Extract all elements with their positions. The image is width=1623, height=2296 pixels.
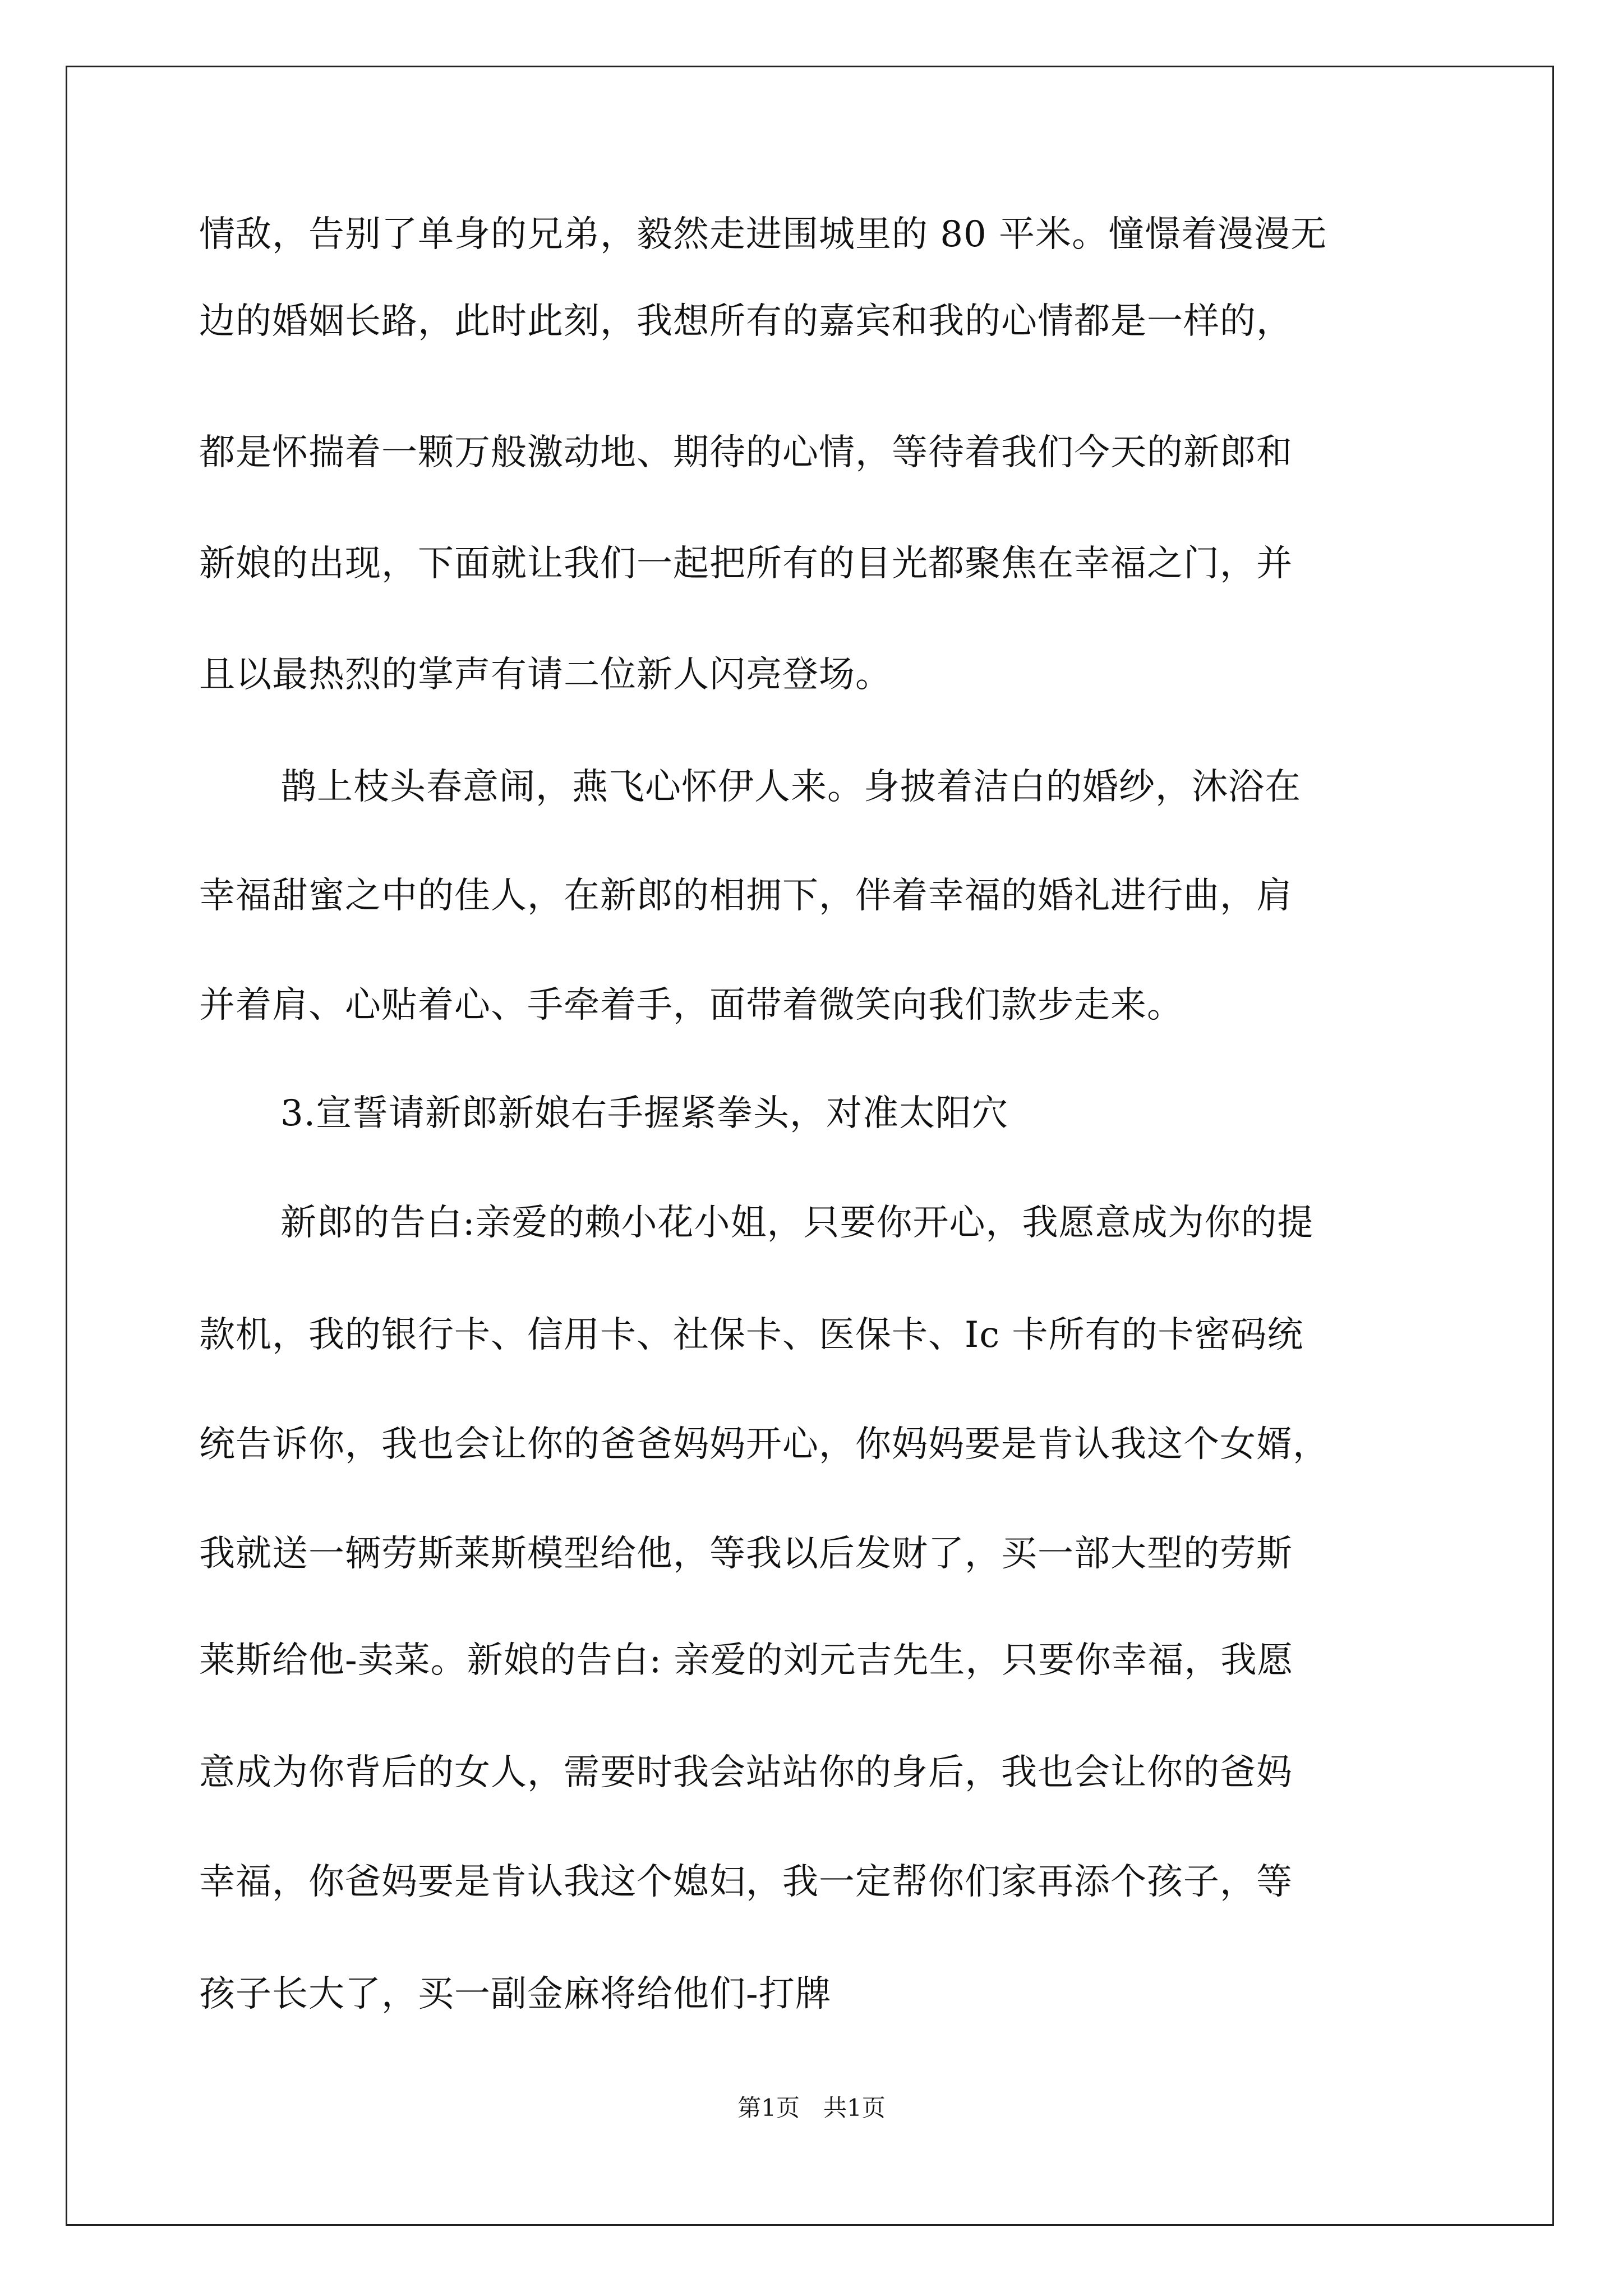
text-line: 情敌，告别了单身的兄弟，毅然走进围城里的 80 平米。憧憬着漫漫无 [199, 214, 1327, 255]
text-line: 莱斯给他-卖菜。新娘的告白: 亲爱的刘元吉先生，只要你幸福，我愿 [199, 1640, 1294, 1681]
text-line: 孩子长大了，买一副金麻将给他们-打牌 [199, 1973, 832, 2015]
section-heading: 3.宣誓请新郎新娘右手握紧拳头，对准太阳穴 [280, 1093, 1009, 1134]
text-line: 且以最热烈的掌声有请二位新人闪亮登场。 [199, 654, 892, 696]
text-line: 都是怀揣着一颗万般激动地、期待的心情，等待着我们今天的新郎和 [199, 432, 1293, 473]
text-line: 意成为你背后的女人，需要时我会站站你的身后，我也会让你的爸妈 [199, 1752, 1293, 1793]
text-line: 幸福，你爸妈要是肯认我这个媳妇，我一定帮你们家再添个孩子，等 [199, 1861, 1293, 1903]
page-number-footer: 第1页 共1页 [737, 2094, 886, 2122]
text-line: 幸福甜蜜之中的佳人，在新郎的相拥下，伴着幸福的婚礼进行曲，肩 [199, 875, 1293, 917]
text-line: 款机，我的银行卡、信用卡、社保卡、医保卡、Ic 卡所有的卡密码统 [199, 1314, 1304, 1356]
text-line: 边的婚姻长路，此时此刻，我想所有的嘉宾和我的心情都是一样的， [199, 301, 1293, 342]
text-line: 我就送一辆劳斯莱斯模型给他，等我以后发财了，买一部大型的劳斯 [199, 1533, 1293, 1575]
text-line: 新郎的告白:亲爱的赖小花小姐，只要你开心，我愿意成为你的提 [280, 1202, 1314, 1244]
text-line: 统告诉你，我也会让你的爸爸妈妈开心，你妈妈要是肯认我这个女婿， [199, 1424, 1329, 1465]
text-line: 新娘的出现，下面就让我们一起把所有的目光都聚焦在幸福之门，并 [199, 543, 1293, 585]
text-line: 鹊上枝头春意闹，燕飞心怀伊人来。身披着洁白的婚纱，沐浴在 [280, 766, 1301, 808]
text-line: 并着肩、心贴着心、手牵着手，面带着微笑向我们款步走来。 [199, 984, 1183, 1026]
